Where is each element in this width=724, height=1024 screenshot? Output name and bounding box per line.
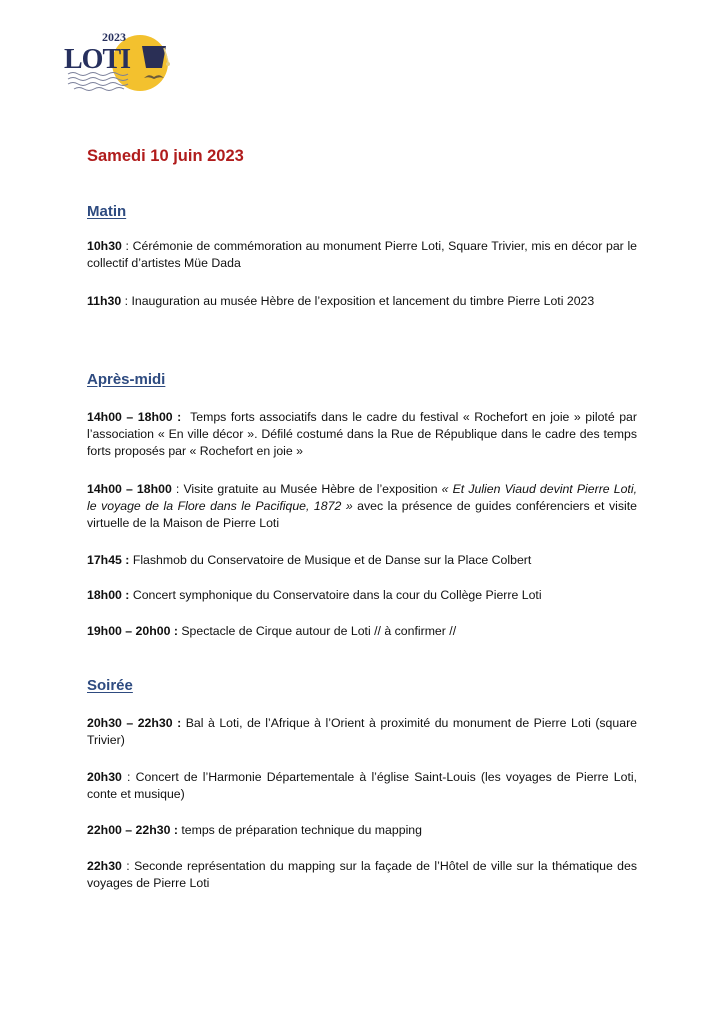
entry-time: 22h00 – 22h30 :	[87, 823, 178, 837]
entry-text: Visite gratuite au Musée Hèbre de l’exposition	[183, 482, 442, 496]
loti-2023-logo	[62, 26, 172, 96]
entry-text: Spectacle de Cirque autour de Loti // à confirmer //	[181, 624, 457, 638]
schedule-entry	[87, 409, 637, 461]
entry-time: 22h30	[87, 859, 122, 873]
entry-text: Inauguration au musée Hèbre de l’exposition et lancement du timbre Pierre Loti 2023	[131, 294, 595, 308]
entry-time: 10h30	[87, 239, 122, 253]
entry-text: Seconde représentation du mapping sur la façade de l’Hôtel de ville sur la thématique des voyages de Pierre Loti	[87, 859, 638, 891]
entry-sep: :	[121, 770, 136, 784]
section-heading-matin: Matin	[87, 203, 127, 220]
section-heading-apres-midi: Après-midi	[87, 371, 166, 388]
schedule-entry	[87, 587, 637, 604]
entry-text: Concert symphonique du Conservatoire dans la cour du Collège Pierre Loti	[132, 588, 542, 602]
entry-text-after: avec la présence de guides conférenciers et visite virtuelle de la Maison de Pierre Loti	[87, 499, 637, 531]
entry-text: Temps forts associatifs dans le cadre du festival « Rochefort en joie » piloté par l’association « En ville décor ». Défilé costumé dans la Rue de République dans le cadre des temps forts proposés par « Rochefort en joie »	[87, 410, 637, 459]
schedule-entry	[87, 769, 637, 803]
schedule-entry	[87, 822, 637, 839]
entry-time: 19h00 – 20h00 :	[87, 624, 178, 638]
exhibition-title: « Et Julien Viaud devint Pierre Loti, le voyage de la Flore dans le Pacifique, 1872 »	[87, 482, 637, 514]
entry-text: Cérémonie de commémoration au monument Pierre Loti, Square Trivier, mis en décor par le collectif d’artistes Müe Dada	[87, 239, 638, 271]
schedule-entry	[87, 623, 637, 640]
entry-time: 14h00 – 18h00	[87, 482, 172, 496]
schedule-entry	[87, 293, 637, 310]
entry-time: 20h30 – 22h30 :	[87, 716, 182, 730]
entry-sep: :	[171, 482, 184, 496]
entry-sep: :	[121, 239, 133, 253]
entry-time: 17h45 :	[87, 553, 130, 567]
entry-sep: :	[121, 859, 135, 873]
entry-time: 11h30	[87, 294, 122, 308]
schedule-entry	[87, 238, 637, 272]
schedule-entry	[87, 715, 637, 749]
entry-time: 14h00 – 18h00 :	[87, 410, 182, 424]
logo-word: LOTI	[64, 44, 131, 75]
entry-text: Concert de l’Harmonie Départementale à l’église Saint-Louis (les voyages de Pierre Loti, conte et musique)	[87, 770, 638, 802]
schedule-entry	[87, 858, 637, 892]
entry-time: 20h30	[87, 770, 122, 784]
entry-sep: :	[121, 294, 132, 308]
schedule-entry	[87, 481, 637, 533]
schedule-entry	[87, 552, 637, 569]
logo-year: 2023	[102, 30, 126, 44]
section-heading-soiree: Soirée	[87, 677, 133, 694]
entry-text: temps de préparation technique du mapping	[181, 823, 422, 837]
page-title: Samedi 10 juin 2023	[87, 147, 244, 165]
entry-sep	[181, 410, 190, 424]
entry-text: Bal à Loti, de l’Afrique à l’Orient à proximité du monument de Pierre Loti (square Trivier)	[87, 716, 638, 748]
entry-text: Flashmob du Conservatoire de Musique et de Danse sur la Place Colbert	[132, 553, 532, 567]
entry-time: 18h00 :	[87, 588, 130, 602]
